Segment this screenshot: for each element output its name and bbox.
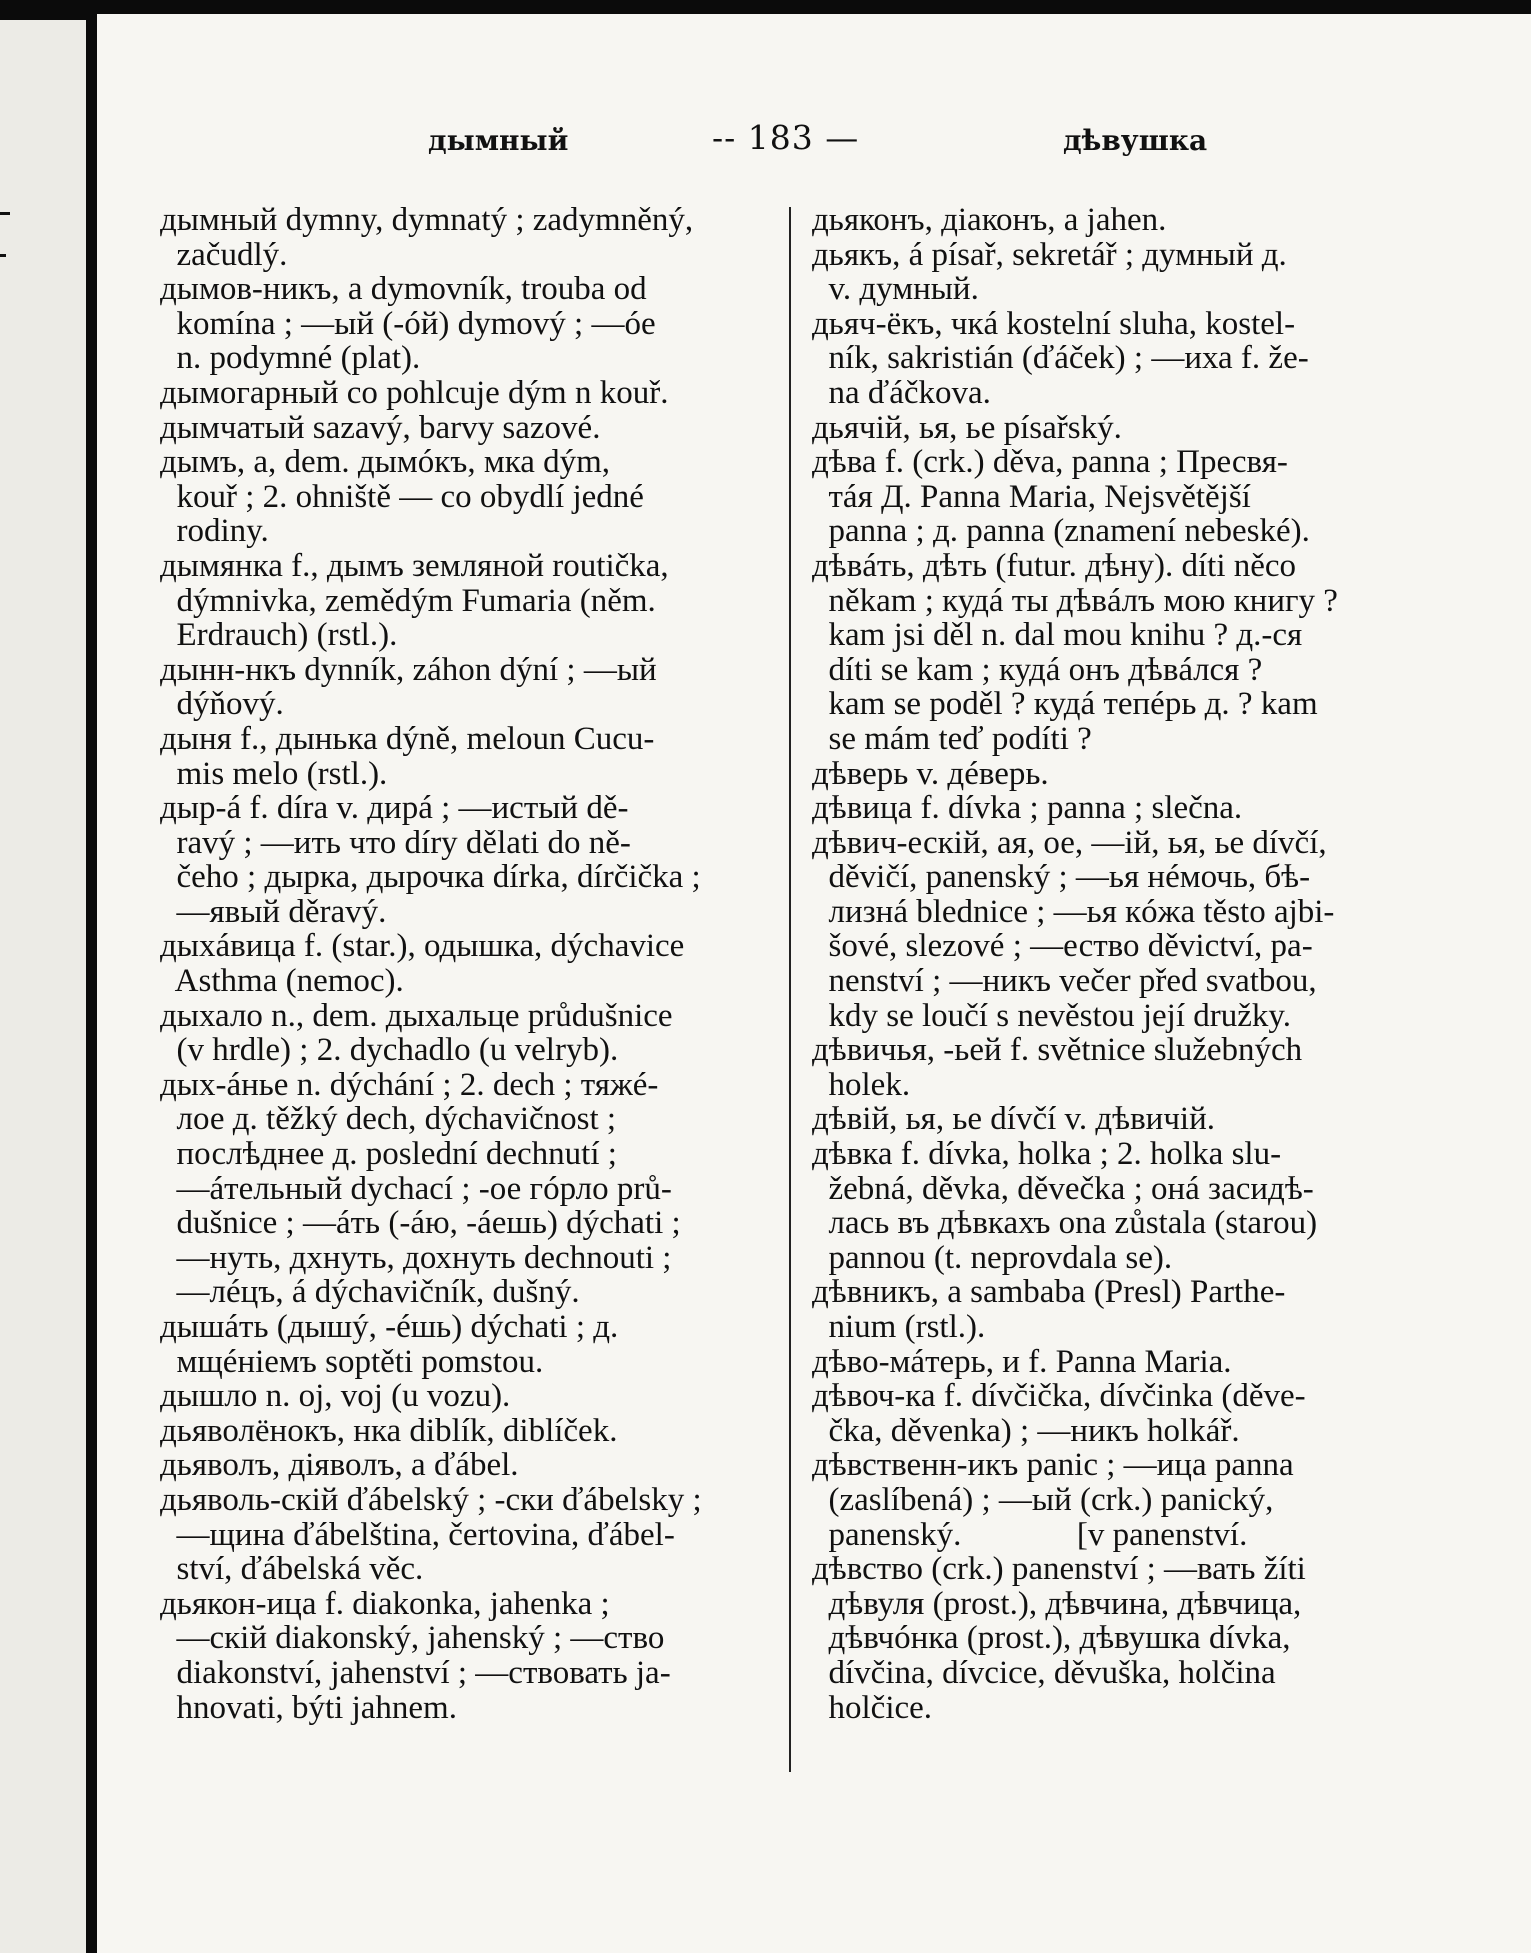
margin-mark [0,254,6,257]
entry-line: mis melo (rstl.). [160,756,388,792]
entry-line: nium (rstl.). [812,1310,986,1345]
entry-line: ství, ďábelská věc. [160,1552,424,1587]
entry-line: pannou (t. neprovdala se). [812,1240,1173,1276]
entry-line: —нуть, дхнуть, дохнуть dechnouti ; [160,1240,672,1276]
entry-line: дымъ, a, dem. дымóкъ, мка dým, [160,445,611,480]
entry-line: kouř ; 2. ohniště — co obydlí jedné [160,479,644,515]
entry-line: začudlý. [160,237,288,273]
entry-line: hnovati, býti jahnem. [160,1690,457,1726]
entry-line: čka, děvenka) ; —никъ holkář. [812,1413,1240,1449]
entry-line: дѣвичья, -ьей f. světnice služebných [812,1033,1303,1068]
entry-line: дѣвникъ, a sambaba (Presl) Parthe- [812,1275,1286,1310]
entry-line: дѣвица f. dívka ; panna ; slečna. [812,791,1243,826]
entry-line: někam ; кудá ты дѣвáлъ мою книгу ? [812,583,1338,619]
right-column [812,203,1408,1725]
entry-line: žebná, děvka, děvečka ; онá засидѣ- [812,1171,1314,1207]
margin-mark [0,212,10,215]
entry-line: дѣвчóнка (prost.), дѣвушка dívka, [812,1621,1291,1656]
previous-page-sliver [0,20,86,1953]
entry-line: kam se poděl ? кудá тепéрь д. ? kam [812,687,1318,722]
entry-line: лизнá blednice ; —ья кóжа těsto ajbi- [812,894,1335,930]
page-number: -- 183 — [712,118,860,157]
entry-line: —лéцъ, á dýchavičník, dušný. [160,1275,580,1310]
entry-line: —áтельный dychací ; -ое гóрло prů- [160,1171,672,1207]
entry-line: дьякъ, á písař, sekretář ; думный д. [812,237,1287,273]
entry-line: holek. [812,1067,911,1103]
entry-line: дьячій, ья, ье písařský. [812,410,1122,446]
entry-line: rodiny. [160,514,269,549]
entry-line: дыня f., дынька dýně, meloun Cucu- [160,721,655,757]
entry-line: diakonství, jahenství ; —ствовать ja- [160,1655,671,1691]
previous-page-edge [0,0,97,1953]
entry-line: дыхало n., dem. дыхальце průdušnice [160,998,673,1034]
entry-line: dívčina, dívcice, děvuška, holčina [812,1655,1276,1691]
entry-line: Erdrauch) (rstl.). [160,618,398,653]
entry-line: —щина ďábelština, čertovina, ďábel- [160,1517,675,1553]
entry-line: дѣвоч-ка f. dívčička, dívčinka (děve- [812,1379,1306,1414]
entry-line: díti se kam ; кудá онъ дѣвáлся ? [812,652,1263,688]
entry-line: n. podymné (plat). [160,341,421,376]
entry-line: дѣвій, ья, ье dívčí v. дѣвичій. [812,1102,1216,1138]
entry-line: (zaslíbená) ; —ый (crk.) panický, [812,1482,1274,1518]
entry-line: лась въ дѣвкахъ ona zůstala (starou) [812,1206,1318,1241]
entry-line: тáя Д. Panna Maria, Nejsvětější [812,479,1251,515]
entry-line: se mám teď podíti ? [812,721,1092,757]
entry-line: дѣвуля (prost.), дѣвчина, дѣвчица, [812,1586,1302,1622]
entry-line: —явый děravý. [160,894,387,930]
entry-line: дымогарный co pohlcuje dým n kouř. [160,375,669,411]
entry-line: дых-áнье n. dýchání ; 2. dech ; тяжé- [160,1067,659,1103]
entry-line: na ďáčkova. [812,375,991,411]
entry-line: дьяконъ, діаконъ, a jahen. [812,203,1167,238]
entry-line: дѣво-мáтерь, и f. Panna Maria. [812,1344,1232,1380]
entry-line: дымянка f., дымъ земляной routička, [160,548,669,584]
entry-line: děvičí, panenský ; —ья нéмочь, бѣ- [812,860,1311,895]
entry-line: дыхáвица f. (star.), одышка, dýchavice [160,929,685,965]
entry-line: дѣвич-ескій, ая, ое, —ій, ья, ье dívčí, [812,825,1327,861]
entry-line: —скій diakonský, jahenský ; —ство [160,1621,665,1656]
entry-line: дьяволёнокъ, нка diblík, diblíček. [160,1413,618,1449]
entry-line: dýňový. [160,687,284,722]
entry-line: panenský. [v panenství. [812,1517,1248,1553]
entry-line: kam jsi děl n. dal mou knihu ? д.-ся [812,618,1303,653]
entry-line: v. думный. [812,272,979,307]
entry-line: дымный dymny, dymnatý ; zadymněný, [160,203,694,238]
entry-line: дымчатый sazavý, barvy sazové. [160,410,601,446]
entry-line: šové, slezové ; —ество děvictví, pa- [812,929,1313,965]
entry-line: čeho ; дырка, дырочка dírka, dírčička ; [160,860,701,895]
entry-line: дьяч-ёкъ, чкá kostelní sluha, kostel- [812,306,1296,342]
entry-line: мщéніемъ soptěti pomstou. [160,1344,544,1380]
running-head-left: дымный [428,124,569,157]
entry-line: дѣвство (crk.) panenství ; —вать žíti [812,1552,1306,1587]
entry-line: дѣвка f. dívka, holka ; 2. holka slu- [812,1137,1282,1172]
entry-line: послѣднее д. poslední dechnutí ; [160,1137,617,1172]
entry-line: дымов-никъ, a dymovník, trouba od [160,272,647,307]
entry-line: дьякон-ица f. diakonka, jahenka ; [160,1586,610,1622]
entry-line: ravý ; —ить что díry dělati do ně- [160,825,631,861]
entry-line: дѣва f. (crk.) děva, panna ; Пресвя- [812,445,1288,480]
entry-line: Asthma (nemoc). [160,964,404,999]
entry-line: nenství ; —никъ večer před svatbou, [812,964,1317,999]
entry-line: panna ; д. panna (znamení nebeské). [812,514,1310,549]
entry-line: дьяволь-скій ďábelský ; -ски ďábelsky ; [160,1482,702,1518]
column-divider [789,207,791,1772]
left-column [160,203,772,1725]
entry-line: дѣверь v. дéверь. [812,756,1049,792]
entry-line: dušnice ; —áть (-áю, -áешь) dýchati ; [160,1206,681,1241]
entry-line: дѣвáть, дѣть (futur. дѣну). díti něco [812,548,1297,584]
entry-line: дьяволъ, діяволъ, a ďábel. [160,1448,519,1483]
entry-line: дѣвственн-икъ panic ; —ица panna [812,1448,1294,1483]
running-head-right: дѣвушка [1063,124,1208,157]
entry-line: holčice. [812,1690,933,1726]
entry-line: kdy se loučí s nevěstou její družky. [812,998,1292,1034]
entry-line: (v hrdle) ; 2. dychadlo (u velryb). [160,1033,619,1068]
entry-line: дыр-á f. díra v. дирá ; —истый dě- [160,791,629,826]
entry-line: dýmnivka, zemědým Fumaria (něm. [160,583,656,619]
entry-line: дышáть (дышý, -éшь) dýchati ; д. [160,1310,619,1345]
entry-line: дынн-нкъ dynník, záhon dýní ; —ый [160,652,657,688]
entry-line: дышло n. oj, voj (u vozu). [160,1379,511,1414]
entry-line: komína ; —ый (-óй) dymový ; —óe [160,306,656,342]
entry-line: лое д. těžký dech, dýchavičnost ; [160,1102,617,1138]
entry-line: ník, sakristián (ďáček) ; —иха f. že- [812,341,1309,376]
